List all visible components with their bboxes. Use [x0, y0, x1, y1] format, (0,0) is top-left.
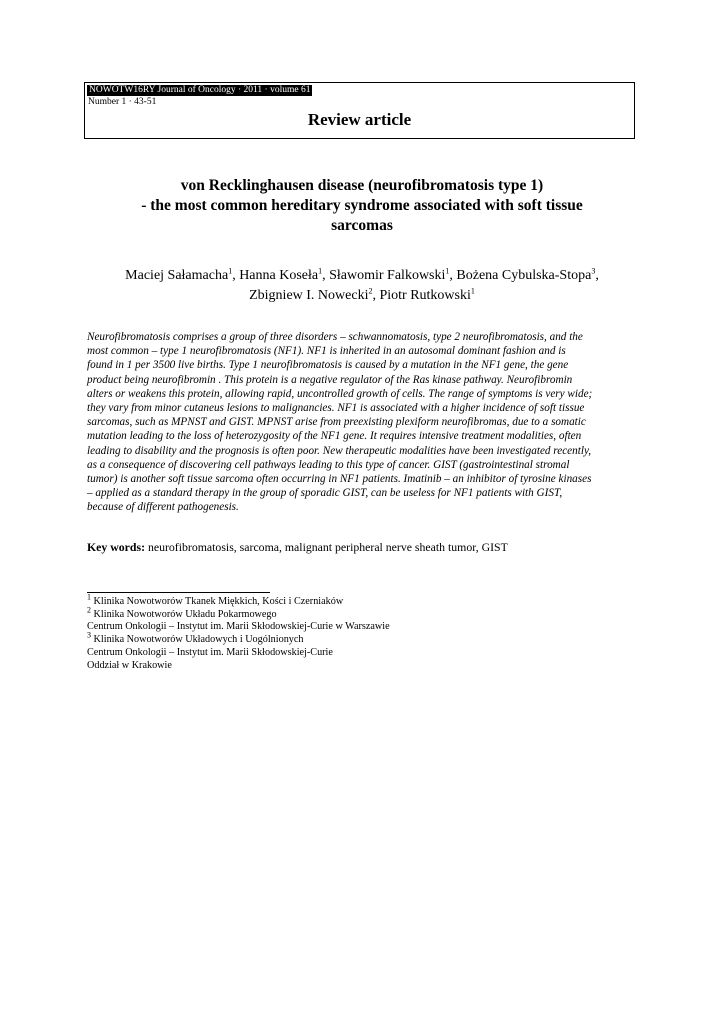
- affiliation-mark: 1: [470, 286, 475, 296]
- keywords-text: neurofibromatosis, sarcoma, malignant peripheral nerve sheath tumor, GIST: [145, 540, 508, 554]
- abstract-line: product being neurofibromin . This protein is a negative regulator of the Ras kinase pathway. Neurofibromin: [87, 373, 573, 386]
- author-line: [84, 266, 640, 286]
- affiliation-mark: 1: [445, 266, 450, 276]
- abstract-line: tumor) is another soft tissue sarcoma often occurring in NF1 patients. Imatinib – an inhibitor of tyrosine kinases: [87, 473, 592, 486]
- footnote-text: Centrum Onkologii – Instytut im. Marii Skłodowskiej-Curie: [87, 646, 333, 658]
- affiliation-mark: 2: [368, 286, 373, 296]
- title-line: sarcomas: [331, 217, 393, 234]
- abstract-line: because of different pathogenesis.: [87, 501, 239, 514]
- footnote-line: [87, 621, 390, 634]
- abstract: [87, 330, 640, 515]
- author-name: Bożena Cybulska-Stopa: [456, 268, 592, 283]
- author-name: Hanna Koseła: [239, 268, 319, 283]
- footnote-divider: [87, 592, 270, 593]
- footnote-text: Oddział w Krakowie: [87, 659, 172, 671]
- author-separator: ,: [595, 268, 599, 283]
- affiliation-mark: 1: [318, 266, 323, 276]
- keywords: [87, 540, 508, 554]
- footnote-text: Centrum Onkologii – Instytut im. Marii Skłodowskiej-Curie w Warszawie: [87, 621, 390, 633]
- abstract-line: Neurofibromatosis comprises a group of three disorders – schwannomatosis, type 2 neurofibromatosis, and the: [87, 331, 583, 343]
- author-separator: ,: [232, 268, 240, 283]
- article-title: [84, 176, 640, 236]
- footnote-mark: 1: [87, 592, 91, 602]
- journal-header-box: [84, 82, 635, 139]
- footnotes: [87, 592, 390, 672]
- footnote-line: [87, 592, 390, 609]
- footnote-line: [87, 647, 390, 660]
- footnote-line: [87, 605, 390, 622]
- footnote-mark: 2: [87, 605, 91, 615]
- footnote-line: [87, 660, 390, 673]
- author-name: Piotr Rutkowski: [379, 288, 471, 303]
- issue-number: Number 1 · 43-51: [88, 97, 157, 107]
- author-separator: ,: [372, 288, 380, 303]
- footnote-text: Klinika Nowotworów Tkanek Miękkich, Kości i Czerniaków: [91, 596, 344, 607]
- keywords-label: Key words:: [87, 540, 145, 554]
- author-name: Maciej Sałamacha: [125, 268, 229, 283]
- author-list: [84, 266, 640, 306]
- article-type: Review article: [307, 110, 412, 129]
- affiliation-mark: 1: [228, 266, 233, 276]
- abstract-line: alters or weakens this protein, allowing rapid, uncontrolled growth of cells. The range of symptoms is very wide;: [87, 387, 593, 400]
- affiliation-mark: 3: [591, 266, 596, 276]
- abstract-line: found in 1 per 3500 live births. Type 1 neurofibromatosis is caused by a mutation in the NF1 gene, the gene: [87, 359, 569, 372]
- author-separator: ,: [322, 268, 330, 283]
- title-line: - the most common hereditary syndrome associated with soft tissue: [141, 197, 583, 214]
- footnote-line: [87, 630, 390, 647]
- footnote-mark: 3: [87, 630, 91, 640]
- author-name: Zbigniew I. Nowecki: [249, 288, 369, 303]
- author-name: Sławomir Falkowski: [329, 268, 446, 283]
- abstract-line: – applied as a standard therapy in the group of sporadic GIST, can be useless for NF1 patients with GIST,: [87, 487, 563, 500]
- title-line: von Recklinghausen disease (neurofibromatosis type 1): [180, 177, 544, 194]
- abstract-line: mutation leading to the loss of heterozygosity of the NF1 gene. It requires intensive treatment modalities, often: [87, 430, 582, 443]
- abstract-line: as a consequence of discovering cell pathways leading to this type of cancer. GIST (gastrointestinal stromal: [87, 458, 570, 471]
- footnote-text: Klinika Nowotworów Układowych i Uogólnionych: [91, 634, 304, 646]
- journal-name: NOWOTW16RY Journal of Oncology · 2011 · volume 61: [89, 85, 311, 95]
- abstract-line: leading to disability and the prognosis is often poor. New therapeutic modalities have been investigated recently,: [87, 444, 592, 457]
- abstract-line: they vary from minor cutaneus lesions to malignancies. NF1 is associated with a higher incidence of soft tissue: [87, 402, 585, 415]
- abstract-line: sarcomas, such as MPNST and GIST. MPNST arise from preexisting plexiform neurofibromas, due to a somatic: [87, 416, 586, 429]
- footnote-text: Klinika Nowotworów Układu Pokarmowego: [91, 608, 277, 620]
- author-separator: ,: [449, 268, 457, 283]
- abstract-line: most common – type 1 neurofibromatosis (NF1). NF1 is inherited in an autosomal dominant fashion and is: [87, 345, 566, 358]
- author-line: [84, 286, 640, 306]
